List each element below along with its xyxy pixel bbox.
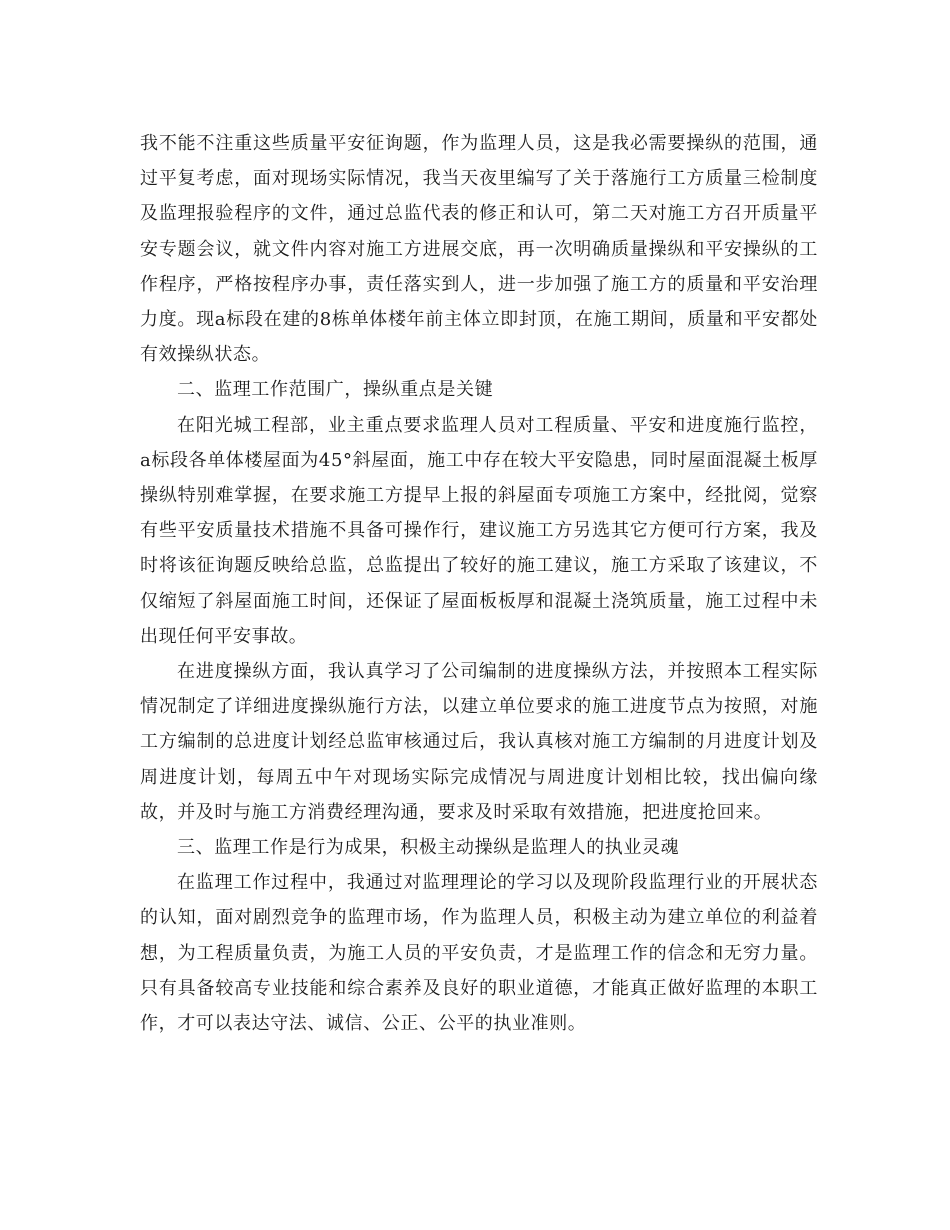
body-paragraph-1: 我不能不注重这些质量平安征询题，作为监理人员，这是我必需要操纵的范围，通过平复考虑，面对现场实际情况，我当天夜里编写了关于落施行工方质量三检制度及监理报验程序的文件，通过总监代表的修正和认可，第二天对施工方召开质量平安专题会议，就文件内容对施工方进展交底，再一次明确质量操纵和平安操纵的工作程序，严格按程序办事，责任落实到人，进一步加强了施工方的质量和平安治理力度。现a标段在建的8栋单体楼年前主体立即封顶，在施工期间，质量和平安都处有效操纵状态。 bbox=[140, 133, 818, 366]
document-page bbox=[140, 126, 818, 1041]
section-heading-3: 三、监理工作是行为成果，积极主动操纵是监理人的执业灵魂 bbox=[177, 837, 680, 859]
body-paragraph-2: 在阳光城工程部，业主重点要求监理人员对工程质量、平安和进度施行监控，a标段各单体楼屋面为45°斜屋面，施工中存在较大平安隐患，同时屋面混凝土板厚操纵特别难掌握，在要求施工方提早上报的斜屋面专项施工方案中，经批阅，觉察有些平安质量技术措施不具备可操作行，建议施工方另选其它方便可行方案，我及时将该征询题反映给总监，总监提出了较好的施工建议，施工方采取了该建议，不仅缩短了斜屋面施工时间，还保证了屋面板板厚和混凝土浇筑质量，施工过程中未出现任何平安事故。 bbox=[140, 414, 818, 647]
body-paragraph-3: 在进度操纵方面，我认真学习了公司编制的进度操纵方法，并按照本工程实际情况制定了详细进度操纵施行方法，以建立单位要求的施工进度节点为按照，对施工方编制的总进度计划经总监审核通过后，我认真核对施工方编制的月进度计划及周进度计划，每周五中午对现场实际完成情况与周进度计划相比较，找出偏向缘故，并及时与施工方消费经理沟通，要求及时采取有效措施，把进度抢回来。 bbox=[140, 661, 818, 823]
body-paragraph-4: 在监理工作过程中，我通过对监理理论的学习以及现阶段监理行业的开展状态的认知，面对剧烈竞争的监理市场，作为监理人员，积极主动为建立单位的利益着想，为工程质量负责，为施工人员的平安负责，才是监理工作的信念和无穷力量。只有具备较高专业技能和综合素养及良好的职业道德，才能真正做好监理的本职工作，才可以表达守法、诚信、公正、公平的执业准则。 bbox=[140, 872, 818, 1035]
section-heading-2: 二、监理工作范围广，操纵重点是关键 bbox=[177, 379, 494, 401]
